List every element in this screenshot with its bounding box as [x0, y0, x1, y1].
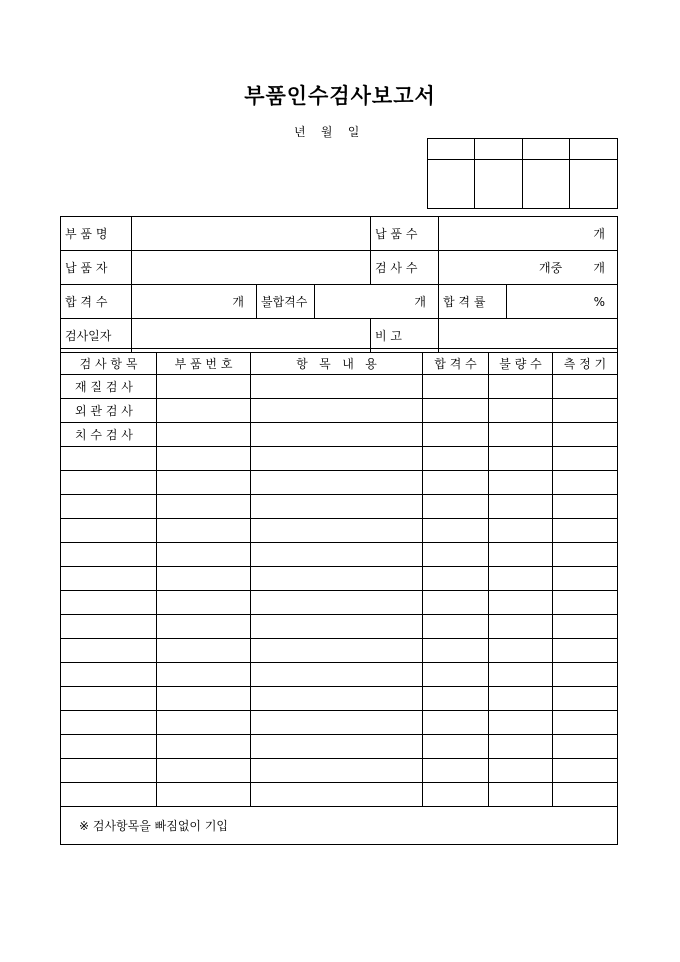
info-table	[60, 216, 618, 353]
gauge-cell[interactable]	[553, 735, 618, 759]
content-cell[interactable]	[251, 519, 423, 543]
gauge-cell[interactable]	[553, 423, 618, 447]
table-row	[61, 471, 618, 495]
table-row	[61, 615, 618, 639]
content-cell[interactable]	[251, 663, 423, 687]
item-cell[interactable]	[61, 495, 157, 519]
defect-cell[interactable]	[489, 519, 553, 543]
item-cell[interactable]	[61, 591, 157, 615]
part-no-cell[interactable]	[157, 567, 251, 591]
part-no-cell[interactable]	[157, 543, 251, 567]
gauge-cell[interactable]	[553, 615, 618, 639]
note-row	[61, 807, 618, 845]
defect-cell[interactable]	[489, 447, 553, 471]
note-text: ※ 검사항목을 빠짐없이 기입	[61, 807, 618, 845]
defect-cell[interactable]	[489, 615, 553, 639]
approval-header-cell[interactable]	[475, 139, 523, 160]
item-cell[interactable]	[61, 783, 157, 807]
inspect-unit-text: 개	[593, 261, 605, 275]
gauge-cell[interactable]	[553, 375, 618, 399]
defect-cell[interactable]	[489, 663, 553, 687]
date-line: 년 월 일	[294, 125, 360, 139]
pass-cell[interactable]	[423, 615, 489, 639]
pass-cell[interactable]	[423, 471, 489, 495]
approval-header-cell[interactable]	[523, 139, 570, 160]
item-cell[interactable]: 치 수 검 사	[61, 423, 157, 447]
table-row	[61, 519, 618, 543]
part-no-cell[interactable]	[157, 495, 251, 519]
delivery-qty-label: 납 품 수	[371, 217, 439, 251]
part-no-cell[interactable]	[157, 471, 251, 495]
content-cell[interactable]	[251, 759, 423, 783]
item-cell[interactable]	[61, 615, 157, 639]
pass-cell[interactable]	[423, 783, 489, 807]
pass-cell[interactable]	[423, 711, 489, 735]
defect-cell[interactable]	[489, 735, 553, 759]
defect-cell[interactable]	[489, 375, 553, 399]
item-cell[interactable]	[61, 639, 157, 663]
gauge-cell[interactable]	[553, 663, 618, 687]
inspect-middle-text: 개중	[539, 261, 563, 275]
table-row	[61, 711, 618, 735]
col-header-gauge: 측 정 기	[553, 353, 618, 375]
pass-rate-label: 합 격 률	[439, 285, 507, 319]
part-no-cell[interactable]	[157, 711, 251, 735]
content-cell[interactable]	[251, 471, 423, 495]
gauge-cell[interactable]	[553, 783, 618, 807]
table-row	[61, 495, 618, 519]
defect-cell[interactable]	[489, 639, 553, 663]
part-name-field[interactable]	[132, 217, 371, 251]
pass-cell[interactable]	[423, 543, 489, 567]
content-cell[interactable]	[251, 639, 423, 663]
gauge-cell[interactable]	[553, 447, 618, 471]
part-no-cell[interactable]	[157, 639, 251, 663]
gauge-cell[interactable]	[553, 687, 618, 711]
gauge-cell[interactable]	[553, 759, 618, 783]
item-cell[interactable]	[61, 471, 157, 495]
content-cell[interactable]	[251, 711, 423, 735]
fail-qty-field[interactable]: 개	[315, 285, 439, 319]
pass-qty-label: 합 격 수	[61, 285, 132, 319]
document-title: 부품인수검사보고서	[244, 83, 436, 108]
gauge-cell[interactable]	[553, 711, 618, 735]
item-cell[interactable]: 외 관 검 사	[61, 399, 157, 423]
gauge-cell[interactable]	[553, 519, 618, 543]
defect-cell[interactable]	[489, 759, 553, 783]
content-cell[interactable]	[251, 375, 423, 399]
table-row	[61, 447, 618, 471]
defect-cell[interactable]	[489, 495, 553, 519]
table-row	[61, 783, 618, 807]
defect-cell[interactable]	[489, 543, 553, 567]
content-cell[interactable]	[251, 783, 423, 807]
gauge-cell[interactable]	[553, 567, 618, 591]
col-header-part-no: 부 품 번 호	[157, 353, 251, 375]
part-no-cell[interactable]	[157, 447, 251, 471]
defect-cell[interactable]	[489, 687, 553, 711]
approval-sign-cell[interactable]	[475, 160, 523, 209]
content-cell[interactable]	[251, 687, 423, 711]
table-header-row	[61, 353, 618, 375]
supplier-field[interactable]	[132, 251, 371, 285]
part-no-cell[interactable]	[157, 591, 251, 615]
approval-header-cell[interactable]	[428, 139, 475, 160]
defect-cell[interactable]	[489, 783, 553, 807]
part-no-cell[interactable]	[157, 615, 251, 639]
item-cell[interactable]	[61, 687, 157, 711]
item-cell[interactable]	[61, 567, 157, 591]
item-cell[interactable]	[61, 543, 157, 567]
approval-box	[427, 138, 618, 209]
table-row	[61, 375, 618, 399]
pass-cell[interactable]	[423, 639, 489, 663]
content-cell[interactable]	[251, 615, 423, 639]
pass-cell[interactable]	[423, 591, 489, 615]
col-header-pass: 합 격 수	[423, 353, 489, 375]
pass-cell[interactable]	[423, 687, 489, 711]
approval-sign-cell[interactable]	[570, 160, 618, 209]
part-no-cell[interactable]	[157, 663, 251, 687]
part-no-cell[interactable]	[157, 375, 251, 399]
pass-cell[interactable]	[423, 759, 489, 783]
inspection-table-body	[61, 353, 618, 807]
content-cell[interactable]	[251, 735, 423, 759]
table-row	[61, 543, 618, 567]
pass-cell[interactable]	[423, 519, 489, 543]
inspect-date-label: 검사일자	[61, 319, 132, 353]
gauge-cell[interactable]	[553, 543, 618, 567]
part-no-cell[interactable]	[157, 783, 251, 807]
gauge-cell[interactable]	[553, 639, 618, 663]
part-no-cell[interactable]	[157, 519, 251, 543]
defect-cell[interactable]	[489, 711, 553, 735]
gauge-cell[interactable]	[553, 591, 618, 615]
item-cell[interactable]	[61, 759, 157, 783]
col-header-defect: 불 량 수	[489, 353, 553, 375]
defect-cell[interactable]	[489, 471, 553, 495]
pass-cell[interactable]	[423, 567, 489, 591]
content-cell[interactable]	[251, 591, 423, 615]
table-row	[61, 735, 618, 759]
item-cell[interactable]: 재 질 검 사	[61, 375, 157, 399]
pass-cell[interactable]	[423, 735, 489, 759]
table-row	[61, 759, 618, 783]
defect-cell[interactable]	[489, 399, 553, 423]
col-header-item: 검 사 항 목	[61, 353, 157, 375]
pass-cell[interactable]	[423, 423, 489, 447]
approval-sign-cell[interactable]	[428, 160, 475, 209]
table-row	[61, 663, 618, 687]
defect-cell[interactable]	[489, 567, 553, 591]
part-no-cell[interactable]	[157, 399, 251, 423]
content-cell[interactable]	[251, 495, 423, 519]
table-row	[61, 399, 618, 423]
pass-rate-field[interactable]: %	[507, 285, 618, 319]
table-row	[61, 687, 618, 711]
part-no-cell[interactable]	[157, 423, 251, 447]
defect-cell[interactable]	[489, 591, 553, 615]
item-cell[interactable]	[61, 711, 157, 735]
content-cell[interactable]	[251, 447, 423, 471]
part-no-cell[interactable]	[157, 687, 251, 711]
pass-cell[interactable]	[423, 495, 489, 519]
gauge-cell[interactable]	[553, 495, 618, 519]
inspection-table	[60, 352, 618, 845]
item-cell[interactable]	[61, 735, 157, 759]
content-cell[interactable]	[251, 543, 423, 567]
col-header-content: 항 목 내 용	[251, 353, 423, 375]
part-name-label: 부 품 명	[61, 217, 132, 251]
inspect-qty-label: 검 사 수	[371, 251, 439, 285]
table-row	[61, 567, 618, 591]
pass-qty-field[interactable]: 개	[132, 285, 257, 319]
fail-qty-label: 불합격수	[257, 285, 315, 319]
pass-cell[interactable]	[423, 399, 489, 423]
part-no-cell[interactable]	[157, 759, 251, 783]
content-cell[interactable]	[251, 399, 423, 423]
pass-cell[interactable]	[423, 447, 489, 471]
gauge-cell[interactable]	[553, 471, 618, 495]
part-no-cell[interactable]	[157, 735, 251, 759]
defect-cell[interactable]	[489, 423, 553, 447]
item-cell[interactable]	[61, 519, 157, 543]
content-cell[interactable]	[251, 423, 423, 447]
pass-cell[interactable]	[423, 375, 489, 399]
gauge-cell[interactable]	[553, 399, 618, 423]
item-cell[interactable]	[61, 447, 157, 471]
double-rule	[60, 348, 617, 349]
supplier-label: 납 품 자	[61, 251, 132, 285]
pass-cell[interactable]	[423, 663, 489, 687]
delivery-qty-field[interactable]: 개	[439, 217, 618, 251]
approval-sign-cell[interactable]	[523, 160, 570, 209]
approval-header-cell[interactable]	[570, 139, 618, 160]
table-row	[61, 639, 618, 663]
remark-label: 비 고	[371, 319, 439, 353]
table-row	[61, 591, 618, 615]
item-cell[interactable]	[61, 663, 157, 687]
content-cell[interactable]	[251, 567, 423, 591]
table-row	[61, 423, 618, 447]
inspect-qty-field[interactable]	[439, 251, 618, 285]
